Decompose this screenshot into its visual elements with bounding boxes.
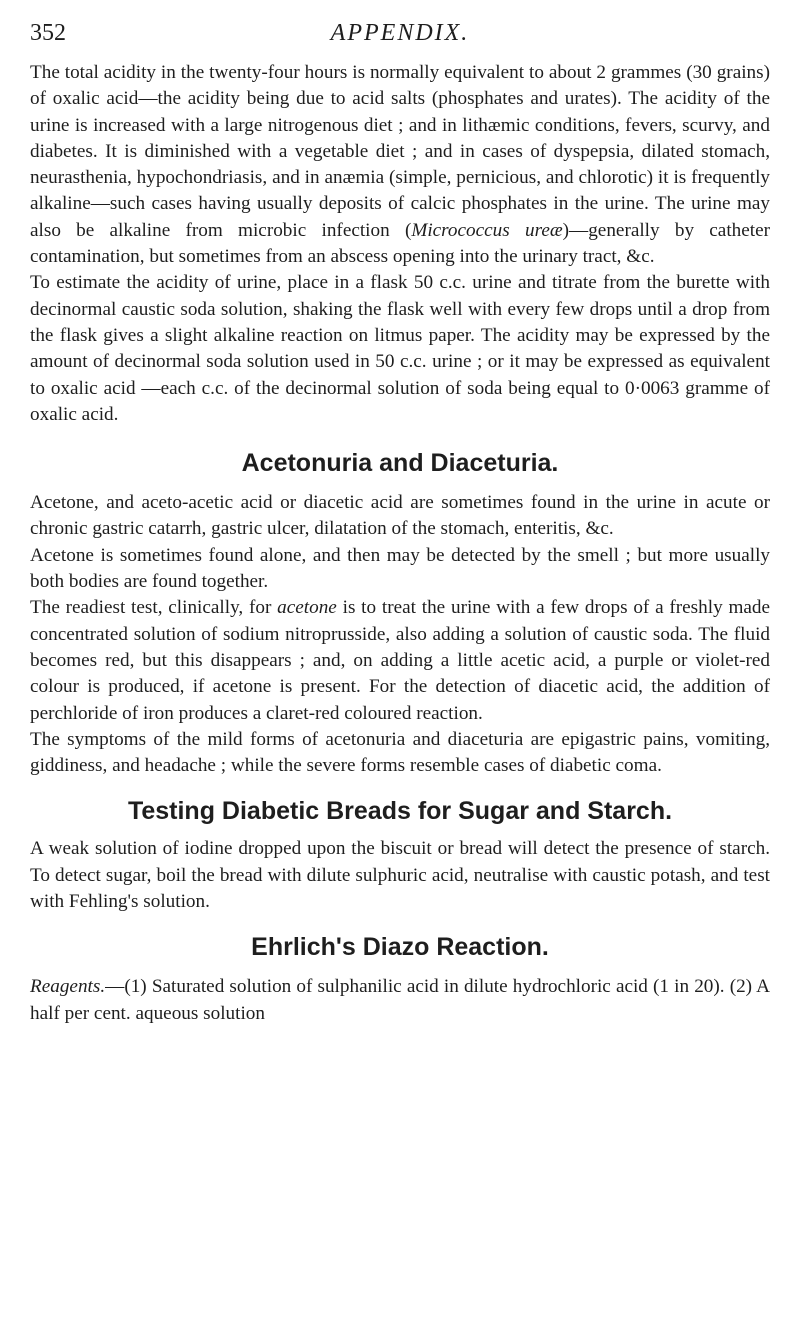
paragraph-acetone-found: Acetone, and aceto-acetic acid or diacetic acid are sometimes found in the urine in acute or chronic gastric catarrh, gastric ulcer, dilatation of the stomach, enteritis, &c.: [30, 492, 770, 540]
italic-term: Reagents.: [30, 976, 106, 998]
paragraph-acetone-alone: Acetone is sometimes found alone, and then may be detected by the smell ; but more usually both bodies are found together.: [30, 544, 770, 593]
italic-term: Micrococcus ureæ: [411, 219, 563, 241]
paragraph-estimate-acidity: To estimate the acidity of urine, place in a flask 50 c.c. urine and titrate from the burette with decinormal caustic soda solution, shaking the flask well with every few drops until a drop from the flask gives a slight alkaline reaction on litmus paper. The acidity may be expressed by the amount of decinormal soda solution used in 50 c.c. urine ; or it may be expressed as equivalent to oxalic acid —each c.c. of the decinormal solution of soda being equal to 0·0063 gramme of oxalic acid.: [30, 272, 770, 425]
heading-testing-breads: Testing Diabetic Breads for Sugar and Starch.: [127, 797, 673, 826]
italic-term: acetone: [277, 597, 337, 619]
page-number: 352: [30, 20, 66, 46]
paragraph-reagents: Reagents.—(1) Saturated solution of sulphanilic acid in dilute hydrochloric acid (1 in 20). (2) A half per cent. aqueous solution: [30, 976, 770, 1024]
page-header: [30, 20, 770, 54]
paragraph-iodine-test: A weak solution of iodine dropped upon the biscuit or bread will detect the presence of starch. To detect sugar, boil the bread with dilute sulphuric acid, neutralise with caustic potash, and test with Fehling's solution.: [30, 838, 770, 913]
heading-ehrlich: Ehrlich's Diazo Reaction.: [251, 933, 549, 962]
heading-acetonuria: Acetonuria and Diaceturia.: [241, 449, 559, 478]
paragraph-readiest-test: The readiest test, clinically, for acetone is to treat the urine with a few drops of a freshly made concentrated solution of sodium nitroprusside, also adding a solution of caustic soda. The fluid becomes red, but this disappears ; and, on adding a little acetic acid, a purple or violet-red colour is produced, if acetone is present. For the detection of diacetic acid, the addition of perchloride of iron produces a claret-red coloured reaction.: [30, 597, 770, 724]
page-body: [30, 60, 770, 1027]
paragraph-total-acidity: The total acidity in the twenty-four hours is normally equivalent to about 2 grammes (30 grains) of oxalic acid—the acidity being due to acid salts (phosphates and urates). The acidity of the urine is increased with a large nitrogenous diet ; and in lithæmic conditions, fevers, scurvy, and diabetes. It is diminished with a vegetable diet ; and in cases of dyspepsia, dilated stomach, neurasthenia, hypochondriasis, and in anæmia (simple, pernicious, and chlorotic) it is frequently alkaline—such cases having usually deposits of calcic phosphates in the urine. The urine may also be alkaline from microbic infection (Micrococcus ureæ)—generally by catheter contamination, but sometimes from an abscess opening into the urinary tract, &c.: [30, 62, 771, 268]
paragraph-symptoms: The symptoms of the mild forms of acetonuria and diaceturia are epigastric pains, vomiting, giddiness, and headache ; while the severe forms resemble cases of diabetic coma.: [30, 728, 770, 777]
running-head: APPENDIX.: [330, 20, 470, 46]
